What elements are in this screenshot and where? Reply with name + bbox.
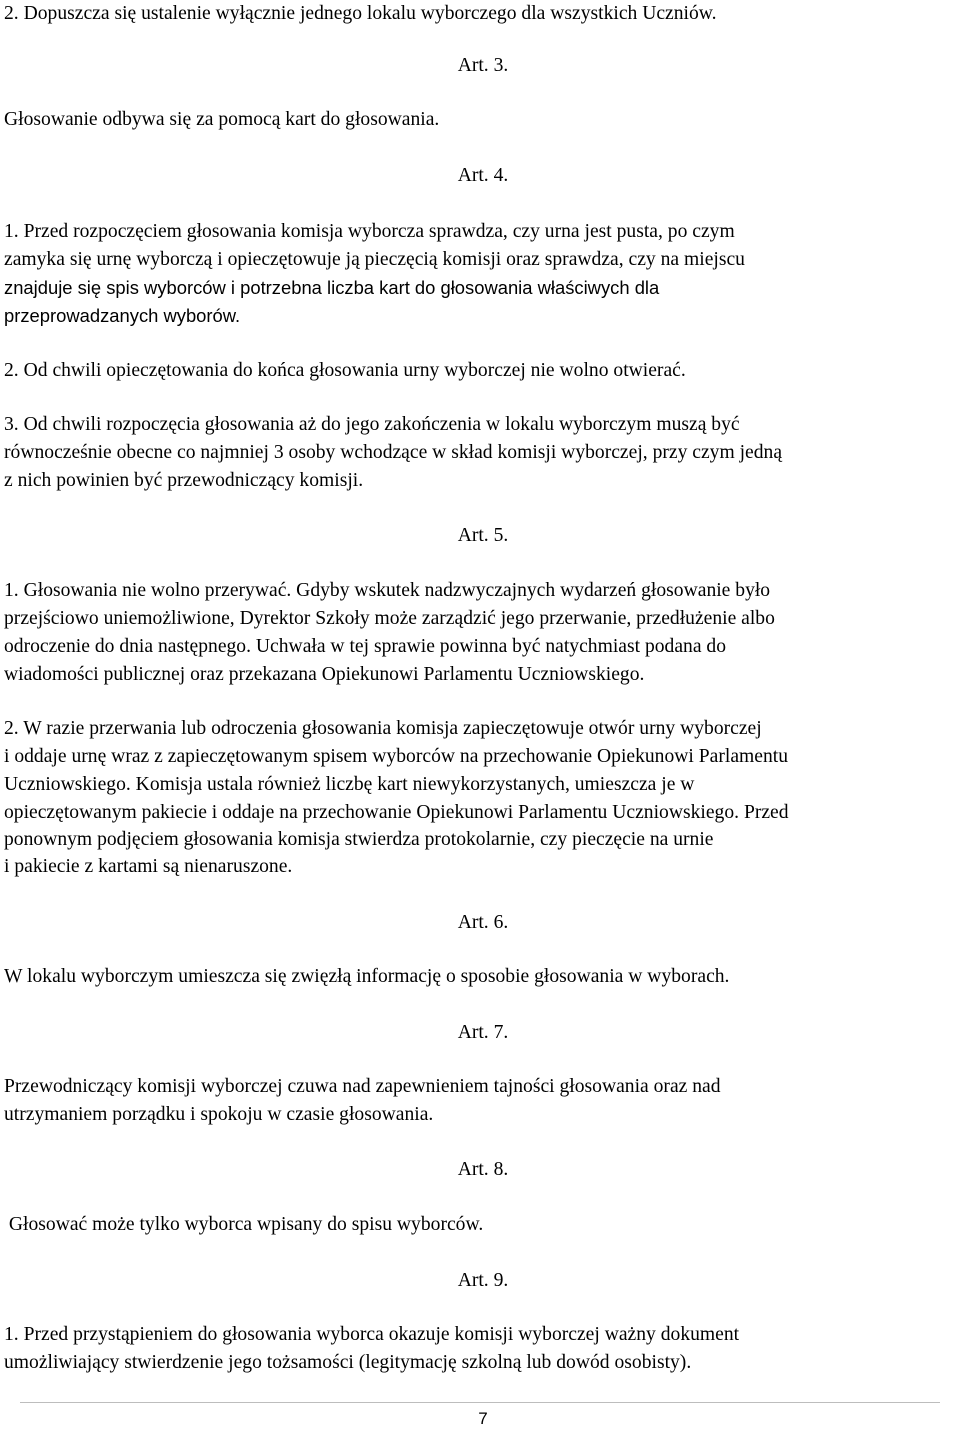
- article-heading: Art. 5.: [457, 525, 509, 546]
- text-line: przeprowadzanych wyborów.: [4, 305, 241, 326]
- text-line: i oddaje urnę wraz z zapieczętowanym spisem wyborców na przechowanie Opiekunowi Parlamentu: [4, 746, 788, 767]
- text-line: Głosować może tylko wyborca wpisany do spisu wyborców.: [4, 1214, 484, 1235]
- text-line: Głosowanie odbywa się za pomocą kart do głosowania.: [4, 109, 440, 130]
- text-line: 3. Od chwili rozpoczęcia głosowania aż do jego zakończenia w lokalu wyborczym muszą być: [4, 414, 740, 435]
- text-line: odroczenie do dnia następnego. Uchwała w tej sprawie powinna być natychmiast podana do: [4, 636, 727, 657]
- page-number: 7: [478, 1409, 488, 1428]
- article-heading: Art. 4.: [457, 165, 509, 186]
- text-line: ponownym podjęciem głosowania komisja stwierdza protokolarnie, czy pieczęcie na urnie: [4, 829, 714, 850]
- text-line: 1. Głosowania nie wolno przerywać. Gdyby wskutek nadzwyczajnych wydarzeń głosowanie było: [4, 580, 771, 601]
- text-line: 1. Przed rozpoczęciem głosowania komisja wyborcza sprawdza, czy urna jest pusta, po czym: [4, 221, 735, 242]
- text-line: 2. W razie przerwania lub odroczenia głosowania komisja zapieczętowuje otwór urny wyborczej: [4, 718, 762, 739]
- article-heading: Art. 7.: [457, 1022, 509, 1043]
- article-heading: Art. 8.: [457, 1159, 509, 1180]
- text-line: i pakiecie z kartami są nienaruszone.: [4, 856, 293, 877]
- text-line: równocześnie obecne co najmniej 3 osoby wchodzące w skład komisji wyborczej, przy czym jedną: [4, 442, 783, 463]
- text-line: znajduje się spis wyborców i potrzebna liczba kart do głosowania właściwych dla: [4, 277, 660, 298]
- article-heading: Art. 9.: [457, 1270, 509, 1291]
- text-line: opieczętowanym pakiecie i oddaje na przechowanie Opiekunowi Parlamentu Uczniowskiego. Przed: [4, 802, 789, 823]
- text-line: Przewodniczący komisji wyborczej czuwa nad zapewnieniem tajności głosowania oraz nad: [4, 1076, 721, 1097]
- text-line: zamyka się urnę wyborczą i opieczętowuje ją pieczęcią komisji oraz sprawdza, czy na miejscu: [4, 249, 745, 270]
- article-heading: Art. 6.: [457, 912, 509, 933]
- text-line: 2. Dopuszcza się ustalenie wyłącznie jednego lokalu wyborczego dla wszystkich Uczniów.: [4, 3, 717, 24]
- footer-divider: [20, 1402, 940, 1403]
- text-line: 1. Przed przystąpieniem do głosowania wyborca okazuje komisji wyborczej ważny dokument: [4, 1324, 740, 1345]
- text-line: umożliwiający stwierdzenie jego tożsamości (legitymację szkolną lub dowód osobisty).: [4, 1352, 692, 1373]
- text-line: wiadomości publicznej oraz przekazana Opiekunowi Parlamentu Uczniowskiego.: [4, 664, 645, 685]
- text-line: z nich powinien być przewodniczący komisji.: [4, 470, 364, 491]
- text-line: W lokalu wyborczym umieszcza się zwięzłą informację o sposobie głosowania w wyborach.: [4, 966, 730, 987]
- text-line: Uczniowskiego. Komisja ustala również liczbę kart niewykorzystanych, umieszcza je w: [4, 774, 695, 795]
- text-line: przejściowo uniemożliwione, Dyrektor Szkoły może zarządzić jego przerwanie, przedłużenie albo: [4, 608, 775, 629]
- article-heading: Art. 3.: [457, 55, 509, 76]
- text-line: utrzymaniem porządku i spokoju w czasie głosowania.: [4, 1104, 434, 1125]
- text-line: 2. Od chwili opieczętowania do końca głosowania urny wyborczej nie wolno otwierać.: [4, 360, 686, 381]
